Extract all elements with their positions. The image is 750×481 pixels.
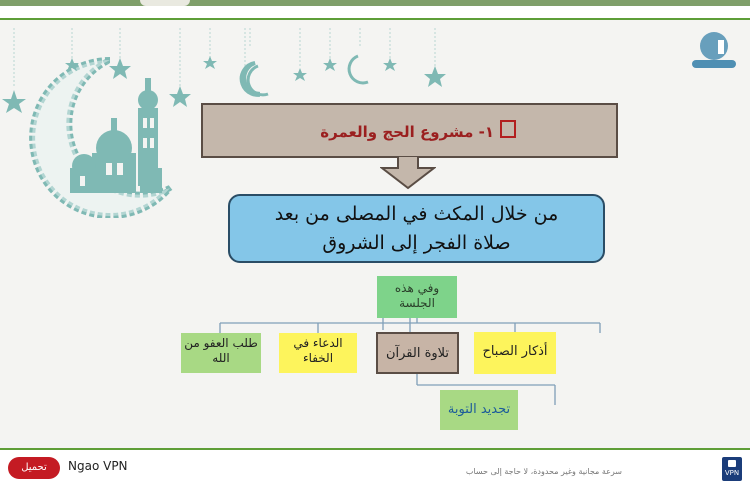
vpn-tagline: سرعة مجانية وغير محدودة، لا حاجة إلى حساب (465, 467, 622, 476)
dua-node: الدعاء في الخفاء (279, 333, 357, 373)
adhkar-node: أذكار الصباح (474, 332, 556, 374)
vpn-download-button[interactable]: تحميل (8, 457, 60, 479)
pardon-node: طلب العفو من الله (181, 333, 261, 373)
vpn-icon-label: VPN (724, 469, 740, 477)
project-title: ١- مشروع الحج والعمرة (320, 123, 494, 141)
tawba-node: تجديد التوبة (440, 390, 518, 430)
quran-node: تلاوة القرآن (376, 332, 459, 374)
vpn-ad-banner[interactable] (0, 452, 750, 480)
description-line-2: صلاة الفجر إلى الشروق (322, 232, 511, 254)
session-node: وفي هذه الجلسة (377, 276, 457, 318)
vpn-app-icon[interactable] (722, 457, 742, 481)
vpn-app-name[interactable]: Ngao VPN (68, 459, 128, 473)
description-line-1: من خلال المكث في المصلى من بعد (274, 203, 559, 225)
lock-icon (728, 460, 736, 467)
